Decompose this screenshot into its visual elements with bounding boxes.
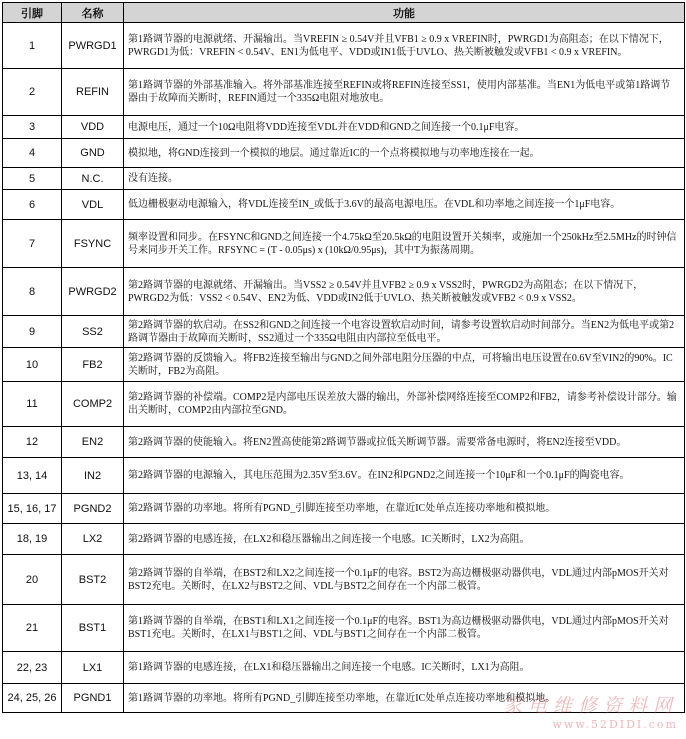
table-row (3, 524, 685, 555)
table-row (3, 220, 685, 268)
table-row (3, 348, 685, 382)
pin-function: 第2路调节器的电源输入，其电压范围为2.35V至3.6V。在IN2和PGND2之间连接一个10μF和一个0.1μF的陶瓷电容。 (124, 458, 685, 494)
table-row (3, 268, 685, 316)
pin-number: 1 (3, 23, 62, 69)
pin-name: BST1 (62, 605, 124, 652)
pin-name: PWRGD1 (62, 23, 124, 69)
pin-function: 第1路调节器的自举端，在BST1和LX1之间连接一个0.1μF的电容。BST1为高边栅极驱动器供电，VDL通过内部pMOS开关对BST1充电。关断时，在LX1与BST1之间、VDL与BST1之间存在一个内部二极管。 (124, 605, 685, 652)
table-row (3, 116, 685, 139)
pin-function: 第2路调节器的使能输入。将EN2置高使能第2路调节器或拉低关断调节器。需要常备电源时，将EN2连接至VDD。 (124, 427, 685, 458)
table-row (3, 190, 685, 220)
pin-name: IN2 (62, 458, 124, 494)
pin-number: 10 (3, 348, 62, 382)
table-row (3, 652, 685, 684)
pin-name: FB2 (62, 348, 124, 382)
pin-number: 6 (3, 190, 62, 220)
table-row (3, 382, 685, 427)
pin-function-table (2, 2, 685, 713)
pin-number: 21 (3, 605, 62, 652)
pin-name: FSYNC (62, 220, 124, 268)
pin-number: 20 (3, 555, 62, 605)
pin-function: 第2路调节器的功率地。将所有PGND_引脚连接至功率地，在靠近IC处单点连接功率地和模拟地。 (124, 494, 685, 524)
pin-function: 第1路调节器的外部基准输入。将外部基准连接至REFIN或将REFIN连接至SS1，使用内部基准。当EN1为低电平或第1路调节器由于故障而关断时，REFIN通过一个335Ω电阻对地放电。 (124, 69, 685, 116)
table-row (3, 684, 685, 713)
pin-function: 第2路调节器的电源就绪、开漏输出。当VSS2 ≥ 0.54V并且VFB2 ≥ 0.9 x VSS2时，PWRGD2为高阻态；在以下情况下，PWRGD2为低：VSS2 < 0.54V、EN2为低、VDD或IN2低于UVLO、热关断被触发或VFB2 < 0.9 x VSS2。 (124, 268, 685, 316)
pin-function: 第1路调节器的电感连接，在LX1和稳压器输出之间连接一个电感。IC关断时，LX1为高阻。 (124, 652, 685, 684)
pin-name: LX2 (62, 524, 124, 555)
pin-function: 第2路调节器的补偿端。COMP2是内部电压误差放大器的输出，外部补偿网络连接至COMP2和FB2，请参考补偿设计部分。输出关断时，COMP2由内部拉至GND。 (124, 382, 685, 427)
header-name: 名称 (62, 3, 124, 23)
pin-number: 18, 19 (3, 524, 62, 555)
pin-number: 3 (3, 116, 62, 139)
pin-name: GND (62, 139, 124, 168)
pin-number: 13, 14 (3, 458, 62, 494)
pin-number: 7 (3, 220, 62, 268)
pin-function: 第2路调节器的电感连接，在LX2和稳压器输出之间连接一个电感。IC关断时，LX2为高阻。 (124, 524, 685, 555)
pin-function: 第2路调节器的自举端，在BST2和LX2之间连接一个0.1μF的电容。BST2为高边栅极驱动器供电，VDL通过内部pMOS开关对BST2充电。关断时，在LX2与BST2之间、VDL与BST2之间存在一个内部二极管。 (124, 555, 685, 605)
header-pin: 引脚 (3, 3, 62, 23)
pin-number: 22, 23 (3, 652, 62, 684)
pin-number: 9 (3, 316, 62, 348)
pin-name: SS2 (62, 316, 124, 348)
table-row (3, 555, 685, 605)
watermark-url: www.52DIDI.com (552, 718, 678, 731)
pin-function: 第2路调节器的反馈输入。将FB2连接至输出与GND之间外部电阻分压器的中点，可将输出电压设置在0.6V至VIN2的90%。IC关断时，FB2为高阻。 (124, 348, 685, 382)
pin-function: 没有连接。 (124, 168, 685, 190)
pin-number: 8 (3, 268, 62, 316)
watermark-text: 家电维修资料网 (502, 695, 678, 717)
header-function: 功能 (124, 3, 685, 23)
pin-name: N.C. (62, 168, 124, 190)
pin-name: COMP2 (62, 382, 124, 427)
pin-name: PGND1 (62, 684, 124, 713)
pin-name: VDD (62, 116, 124, 139)
table-row (3, 316, 685, 348)
table-row (3, 494, 685, 524)
pin-function: 电源电压，通过一个10Ω电阻将VDD连接至VDL并在VDD和GND之间连接一个0.1μF电容。 (124, 116, 685, 139)
pin-number: 11 (3, 382, 62, 427)
pin-number: 15, 16, 17 (3, 494, 62, 524)
pin-name: PGND2 (62, 494, 124, 524)
pin-number: 2 (3, 69, 62, 116)
pin-number: 4 (3, 139, 62, 168)
pin-function: 第1路调节器的功率地。将所有PGND_引脚连接至功率地，在靠近IC处单点连接功率地和模拟地。 (124, 684, 685, 713)
pin-name: BST2 (62, 555, 124, 605)
pin-number: 12 (3, 427, 62, 458)
pin-number: 24, 25, 26 (3, 684, 62, 713)
pin-function: 模拟地，将GND连接到一个模拟的地层。通过靠近IC的一个点将模拟地与功率地连接在一起。 (124, 139, 685, 168)
pin-function: 频率设置和同步。在FSYNC和GND之间连接一个4.75kΩ至20.5kΩ的电阻设置开关频率，或施加一个250kHz至2.5MHz的时钟信号来同步开关工作。RFSYNC = (T - 0.05μs) x (10kΩ/0.95μs)，其中T为振荡周期。 (124, 220, 685, 268)
pin-number: 5 (3, 168, 62, 190)
table-row (3, 23, 685, 69)
pin-function: 第1路调节器的电源就绪、开漏输出。当VREFIN ≥ 0.54V并且VFB1 ≥ 0.9 x VREFIN时，PWRGD1为高阻态；在以下情况下，PWRGD1为低：VREFIN < 0.54V、EN1为低电平、VDD或IN1低于UVLO、热关断被触发或VFB1 < 0.9 x VREFIN。 (124, 23, 685, 69)
pin-name: VDL (62, 190, 124, 220)
table-row (3, 69, 685, 116)
pin-function: 低边栅极驱动电源输入，将VDL连接至IN_或低于3.6V的最高电源电压。在VDL和功率地之间连接一个1μF电容。 (124, 190, 685, 220)
pin-name: LX1 (62, 652, 124, 684)
pin-function: 第2路调节器的软启动。在SS2和GND之间连接一个电容设置软启动时间，请参考设置软启动时间部分。当EN2为低电平或第2路调节器由于故障而关断时，SS2通过一个335Ω电阻由内部拉至低电平。 (124, 316, 685, 348)
pin-name: REFIN (62, 69, 124, 116)
table-row (3, 168, 685, 190)
table-row (3, 458, 685, 494)
table-row (3, 605, 685, 652)
table-row (3, 427, 685, 458)
pin-name: EN2 (62, 427, 124, 458)
table-row (3, 139, 685, 168)
table-header-row (3, 3, 685, 23)
pin-name: PWRGD2 (62, 268, 124, 316)
